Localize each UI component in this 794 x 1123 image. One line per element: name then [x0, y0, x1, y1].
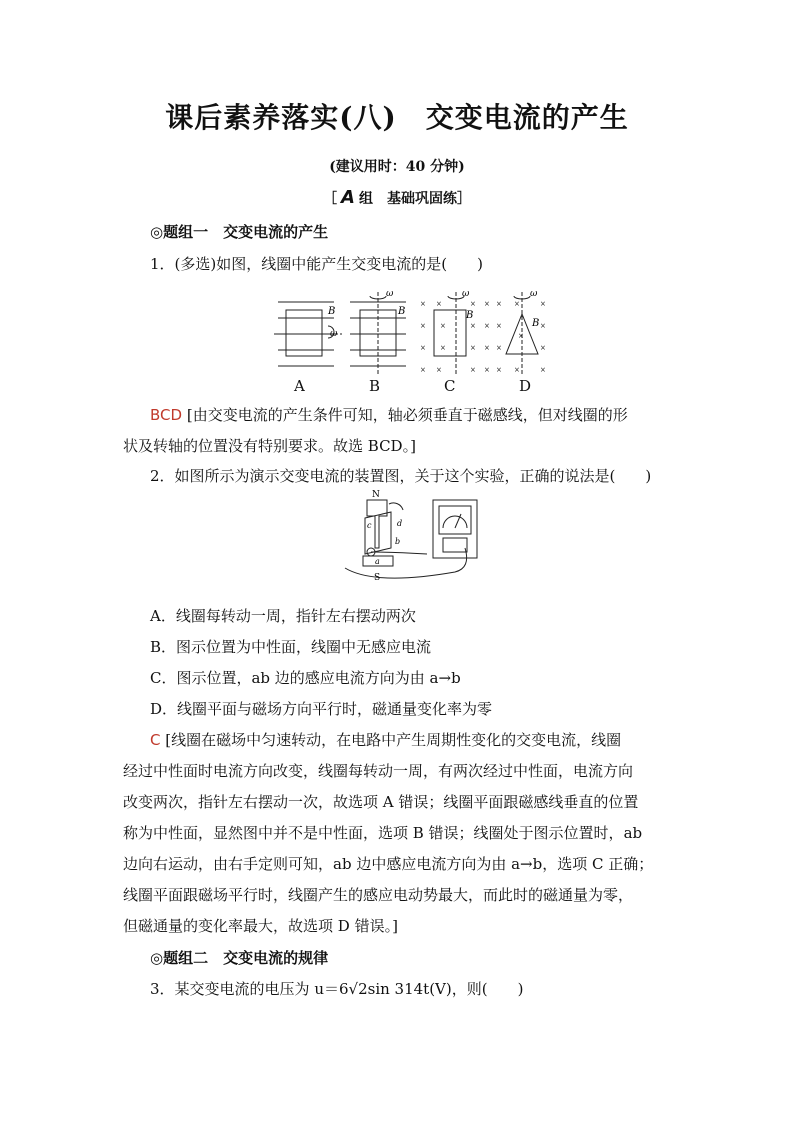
fig-b-label-omega: ω [386, 289, 394, 299]
label-s: S [374, 573, 381, 583]
svg-text:×: × [484, 322, 490, 330]
svg-text:×: × [496, 322, 502, 330]
q2-option-c: C．图示位置，ab 边的感应电流方向为由 a→b [150, 669, 461, 687]
svg-text:×: × [470, 366, 476, 374]
svg-text:×: × [420, 344, 426, 352]
svg-text:×: × [540, 300, 546, 308]
q2-option-b: B．图示位置为中性面，线圈中无感应电流 [150, 638, 432, 656]
svg-text:×: × [484, 344, 490, 352]
group-heading [0, 187, 794, 208]
q2-explanation-1: [线圈在磁场中匀速转动，在电路中产生周期性变化的交变电流，线圈 [165, 731, 622, 749]
svg-text:×: × [484, 366, 490, 374]
group-bracket-close: ］ [456, 191, 471, 207]
label-c: c [367, 521, 372, 530]
svg-text:×: × [540, 344, 546, 352]
svg-text:×: × [440, 322, 446, 330]
q2-option-a: A．线圈每转动一周，指针左右摆动两次 [150, 607, 416, 625]
fig-c-label-omega: ω [462, 289, 470, 299]
q2-answer-line [150, 730, 680, 750]
fig-a-label-b: B [328, 306, 336, 317]
q1-figure [270, 288, 560, 394]
galvanometer-box [433, 500, 477, 558]
q2-stem: 2．如图所示为演示交变电流的装置图，关于这个实验，正确的说法是( ) [150, 467, 652, 485]
group-bracket-open: ［ [323, 191, 338, 207]
svg-text:×: × [496, 366, 502, 374]
fig-b [350, 292, 406, 376]
svg-text:×: × [470, 344, 476, 352]
q3-stem: 3．某交变电流的电压为 u＝6√2sin 314t(V)，则( ) [150, 980, 524, 998]
q1-explanation-2: 状及转轴的位置没有特别要求。故选 BCD。] [123, 437, 416, 455]
group-letter: A [341, 187, 355, 208]
q1-option-c: C [444, 377, 456, 395]
q1-option-a: A [294, 377, 305, 395]
q2-explanation-6: 线圈平面跟磁场平行时，线圈产生的感应电动势最大，而此时的磁通量为零， [123, 886, 634, 904]
q1-option-b: B [369, 377, 381, 395]
time-hint: (建议用时：40 分钟) [329, 159, 465, 175]
q2-explanation-2: 经过中性面时电流方向改变，线圈每转动一周，有两次经过中性面，电流方向 [123, 762, 634, 780]
svg-text:×: × [436, 300, 442, 308]
label-n: N [372, 490, 380, 500]
svg-text:×: × [518, 332, 524, 340]
label-b: b [395, 537, 401, 546]
svg-text:×: × [540, 322, 546, 330]
section-heading-2: ◎题组二 交变电流的规律 [150, 949, 329, 967]
svg-text:×: × [470, 322, 476, 330]
svg-text:×: × [484, 300, 490, 308]
label-d: d [397, 519, 403, 528]
svg-text:×: × [440, 344, 446, 352]
q2-explanation-7: 但磁通量的变化率最大，故选项 D 错误。] [123, 917, 398, 935]
svg-text:×: × [496, 344, 502, 352]
q1-answer-line [150, 405, 680, 425]
q2-explanation-3: 改变两次，指针左右摆动一次，故选项 A 错误；线圈平面跟磁感线垂直的位置 [123, 793, 639, 811]
svg-text:×: × [420, 322, 426, 330]
label-a: a [375, 557, 380, 566]
q1-explanation-1: [由交变电流的产生条件可知，轴必须垂直于磁感线，但对线圈的形 [186, 406, 628, 424]
section-heading-1: ◎题组一 交变电流的产生 [150, 223, 329, 241]
q2-figure [335, 488, 485, 588]
page-title: 课后素养落实(八) 交变电流的产生 [165, 101, 629, 134]
fig-d-label-omega: ω [530, 289, 538, 299]
svg-text:×: × [436, 366, 442, 374]
fig-c-crosses [420, 300, 490, 374]
svg-text:×: × [540, 366, 546, 374]
svg-text:×: × [470, 300, 476, 308]
svg-text:×: × [420, 366, 426, 374]
group-label: 组 基础巩固练 [358, 191, 457, 207]
svg-text:×: × [514, 300, 520, 308]
fig-a-label-omega: ω [330, 329, 338, 339]
svg-text:×: × [420, 300, 426, 308]
q1-stem: 1．(多选)如图，线圈中能产生交变电流的是( ) [150, 255, 483, 273]
svg-text:×: × [496, 300, 502, 308]
q1-option-d: D [519, 377, 532, 395]
fig-b-label-b: B [398, 306, 406, 317]
q2-explanation-4: 称为中性面，显然图中并不是中性面，选项 B 错误；线圈处于图示位置时，ab [123, 824, 643, 842]
svg-text:×: × [514, 366, 520, 374]
q2-option-d: D．线圈平面与磁场方向平行时，磁通量变化率为零 [150, 700, 493, 718]
fig-d-crosses [496, 300, 546, 374]
q2-answer: C [150, 731, 161, 749]
q1-answer: BCD [150, 406, 183, 424]
q2-explanation-5: 边向右运动，由右手定则可知，ab 边中感应电流方向为由 a→b，选项 C 正确； [123, 855, 654, 873]
fig-d-label-b: B [532, 318, 540, 329]
fig-c-label-b: B [466, 310, 474, 321]
